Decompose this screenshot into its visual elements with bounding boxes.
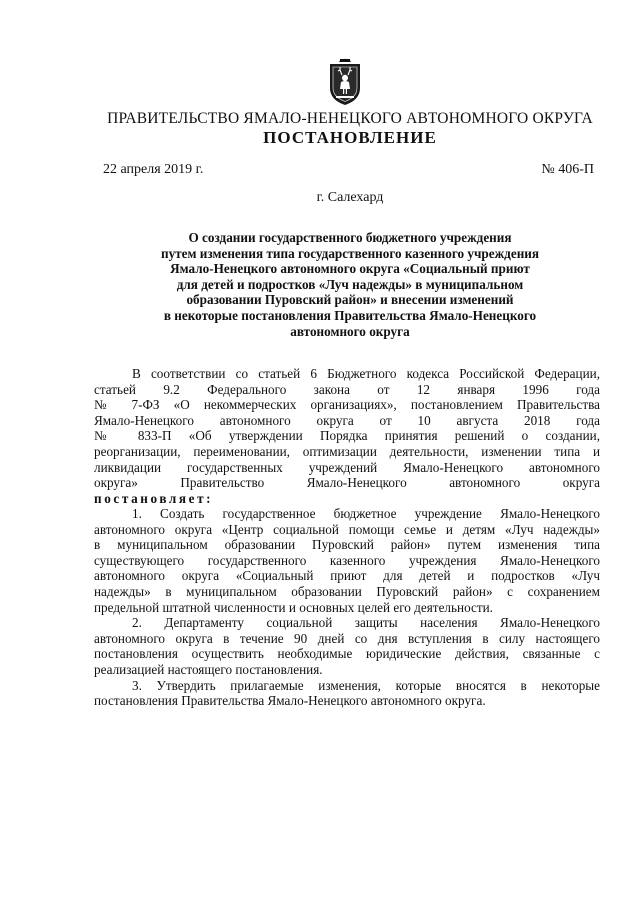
preamble-line: ликвидации государственных учреждений Ямало-Ненецкого автономного	[94, 459, 600, 475]
subject-line: автономного округа	[290, 323, 410, 339]
preamble-line: Ямало-Ненецкого автономного округа от 10 августа 2018 года	[94, 412, 600, 428]
point-2-line: 2. Департаменту социальной защиты населения Ямало-Ненецкого	[132, 615, 600, 631]
preamble-line: № 833-П «Об утверждении Порядка принятия решений о создании,	[94, 428, 600, 444]
point-1-line: в муниципальном образовании Пуровский район» путем изменения типа	[94, 537, 600, 553]
preamble-line: статьей 9.2 Федерального закона от 12 января 1996 года	[94, 381, 600, 397]
preamble-line: В соответствии со статьей 6 Бюджетного кодекса Российской Федерации,	[132, 366, 600, 381]
document-date: 22 апреля 2019 г.	[103, 162, 204, 177]
point-1-line: автономного округа «Центр социальной помощи семье и детям «Луч надежды»	[94, 521, 600, 537]
subject-line: Ямало-Ненецкого автономного округа «Социальный приют	[170, 261, 530, 277]
point-2-line: автономного округа в течение 90 дней со дня вступления в силу настоящего	[94, 630, 600, 646]
decree-word: постановляет:	[94, 490, 214, 506]
coat-of-arms-icon	[328, 58, 362, 106]
point-1-line: предельной штатной численности и основных целей его деятельности.	[94, 599, 493, 615]
government-name: ПРАВИТЕЛЬСТВО ЯМАЛО-НЕНЕЦКОГО АВТОНОМНОГО ОКРУГА	[107, 110, 593, 127]
decree-points	[94, 506, 600, 709]
preamble-line: округа» Правительство Ямало-Ненецкого автономного округа	[94, 475, 600, 491]
point-1-line: 1. Создать государственное бюджетное учреждение Ямало-Ненецкого	[132, 506, 600, 521]
preamble-paragraph	[94, 366, 600, 506]
subject-line: в некоторые постановления Правительства Ямало-Ненецкого	[163, 307, 537, 323]
point-3-line: 3. Утвердить прилагаемые изменения, которые вносятся в некоторые	[132, 677, 600, 693]
subject-line: образовании Пуровский район» и внесении изменений	[186, 292, 514, 308]
point-1-line: существующего государственного казенного учреждения Ямало-Ненецкого	[94, 552, 600, 568]
document-subject	[60, 230, 640, 339]
point-2-line: постановления осуществить необходимые юридические действия, связанные с	[94, 646, 600, 662]
subject-line: путем изменения типа государственного казенного учреждения	[160, 245, 540, 261]
preamble-line: реорганизации, переименовании, оптимизации деятельности, изменении типа и	[94, 443, 600, 459]
preamble-line: № 7-ФЗ «О некоммерческих организациях», постановлением Правительства	[94, 397, 600, 413]
document-type-title: ПОСТАНОВЛЕНИЕ	[263, 128, 437, 147]
subject-line: для детей и подростков «Луч надежды» в муниципальном	[176, 276, 524, 292]
point-1-line: автономного округа «Социальный приют для детей и подростков «Луч	[94, 568, 600, 584]
document-city: г. Салехард	[316, 190, 384, 205]
subject-line: О создании государственного бюджетного учреждения	[188, 230, 512, 245]
point-2-line: реализацией настоящего постановления.	[94, 661, 323, 677]
point-1-line: надежды» в муниципальном образовании Пуровский район» с сохранением	[94, 583, 600, 599]
point-3-line: постановления Правительства Ямало-Ненецкого автономного округа.	[94, 693, 486, 709]
document-number: № 406-П	[541, 162, 594, 177]
